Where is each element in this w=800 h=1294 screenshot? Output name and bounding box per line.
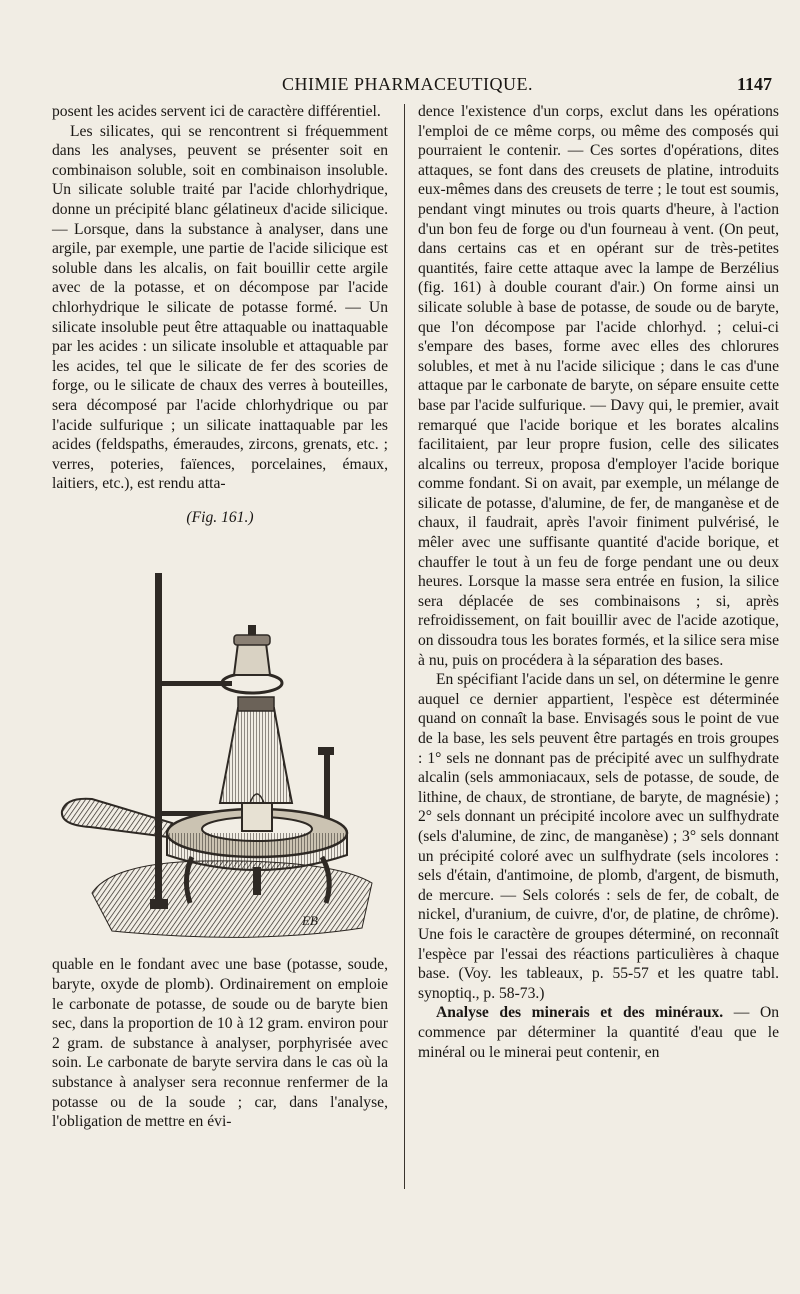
engraver-signature: EB [302, 913, 318, 929]
running-title: CHIMIE PHARMACEUTIQUE. [282, 74, 533, 94]
paragraph: En spécifiant l'acide dans un sel, on détermine le genre auquel ce dernier appartient, l'espèce est déterminée quand on connaît la base. Envisagés sous le point de vue de la base, les sels peuvent être partagés en trois groupes : 1° sels ne donnant pas de précipité avec un sulfhydrate alcalin (sels ammoniacaux, sels de potasse, de soude, de lithine, de chaux, de strontiane, de baryte, de magnésie) ; 2° sels donnant un précipité incolore avec un sulfhydrate (sels d'alumine, de zinc, de manganèse) ; 3° sels donnant un précipité coloré avec un sulfhydrate (sels incolores : sels d'étain, d'antimoine, de plomb, d'argent, de bismuth, de mercure. — Sels colorés : sels de fer, de cobalt, de nickel, d'uranium, de cuivre, d'or, de platine, de chrôme). Une fois le caractère de groupes déterminé, on reconnaît l'espèce par l'essai des réactions particulières à chaque base. (Voy. les tableaux, p. 55-57 et les quatre tabl. synoptiq., p. 58-73.) [418, 671, 779, 1002]
berzelius-lamp-engraving [52, 533, 388, 947]
figure-caption: (Fig. 161.) [186, 508, 254, 526]
page-number: 1147 [736, 74, 772, 94]
paragraph: dence l'existence d'un corps, exclut dans les opérations l'emploi de ce même corps, ou même des composés qui pourraient le contenir. — Ces sortes d'opérations, dites attaques, se font dans des creusets de platine, introduits eux-mêmes dans des creusets de terre ; le tout est soumis, pendant vingt minutes ou trois quarts d'heure, à l'action d'un bon feu de forge ou d'un fourneau à vent. (On peut, dans certains cas et en opérant sur de très-petites quantités, faire cette attaque avec la lampe de Berzélius (fig. 161) à double courant d'air.) On forme ainsi un silicate soluble à base de potasse, de soude ou de baryte, que l'on décompose par l'acide chlorhyd. ; celui-ci s'empare des bases, forme avec elles des chlorures solubles, et met à nu l'acide silicique ; dans le cas d'une attaque par le carbonate de baryte, on sépare ensuite cette base par l'acide sulfurique. — Davy qui, le premier, avait remarqué que l'acide borique et les borates alcalins facilitaient, par leur propre fusion, celle des silicates alcalins ou terreux, proposa d'employer l'acide borique comme fondant. Si on avait, par exemple, un mélange de silicate de potasse, d'alumine, de fer, de manganèse et de chaux, il faudrait, après l'avoir finiment pulvérisé, le mêler avec une suffisante quantité d'acide borique, et chauffer le tout à un feu de forge pendant une ou deux heures. Lorsque la masse sera entrée en fusion, la silice sera déplacée de ses combinaisons ; si, après refroidissement, on fait bouillir avec de l'acide azotique, on dissoudra tous les borates formés, et la silice sera mise à nu, puis on procédera à la séparation des bases. [418, 103, 779, 669]
column-divider [404, 104, 405, 1189]
running-head [52, 74, 772, 98]
paragraph-section [418, 1003, 779, 1062]
paragraph: Les silicates, qui se rencontrent si fréquemment dans les analyses, peuvent se présenter soit en combinaison soluble, soit en combinaison insoluble. Un silicate soluble traité par l'acide chlorhydrique, donne un précipité blanc gélatineux d'acide silicique. — Lorsque, dans la substance à analyser, dans une argile, par exemple, une partie de l'acide silicique est soluble dans les alcalis, on fait bouillir cette argile avec de la potasse, et on décompose par l'acide chlorhydrique le silicate de potasse formé. — Un silicate insoluble peut être attaquable ou inattaquable par les acides : un silicate insoluble et attaquable par les acides, tel que le silicate de fer des scories de forge, ou le silicate de chaux des verres à bouteilles, sera décomposé par l'acide chlorhydrique ou par l'acide sulfurique ; un silicate inattaquable par les acides (feldspaths, émeraudes, zircons, grenats, etc. ; verres, poteries, faïences, porcelaines, émaux, laitiers, etc.), est rendu atta- [52, 122, 388, 493]
paragraph: posent les acides servent ici de caractère différentiel. [52, 103, 381, 120]
figure-berzelius-lamp [52, 533, 388, 947]
paragraph: quable en le fondant avec une base (potasse, soude, baryte, oxyde de plomb). Ordinairement on emploie le carbonate de potasse, de soude ou de baryte bien sec, dans la proportion de 10 à 12 gram. environ pour 2 gram. de substance à analyser, porphyrisée avec soin. Le carbonate de baryte servira dans le cas où la substance à analyser sera reconnue renfermer de la potasse ou de la soude ; car, dans l'analyse, l'obligation de mettre en évi- [52, 956, 388, 1131]
section-text: — On commence par déterminer la quantité d'eau que le minéral ou le minerai peut contenir, en [418, 1004, 780, 1061]
right-column [418, 102, 779, 1062]
section-heading: Analyse des minerais et des minéraux. [436, 1004, 724, 1022]
left-column [52, 102, 388, 1132]
